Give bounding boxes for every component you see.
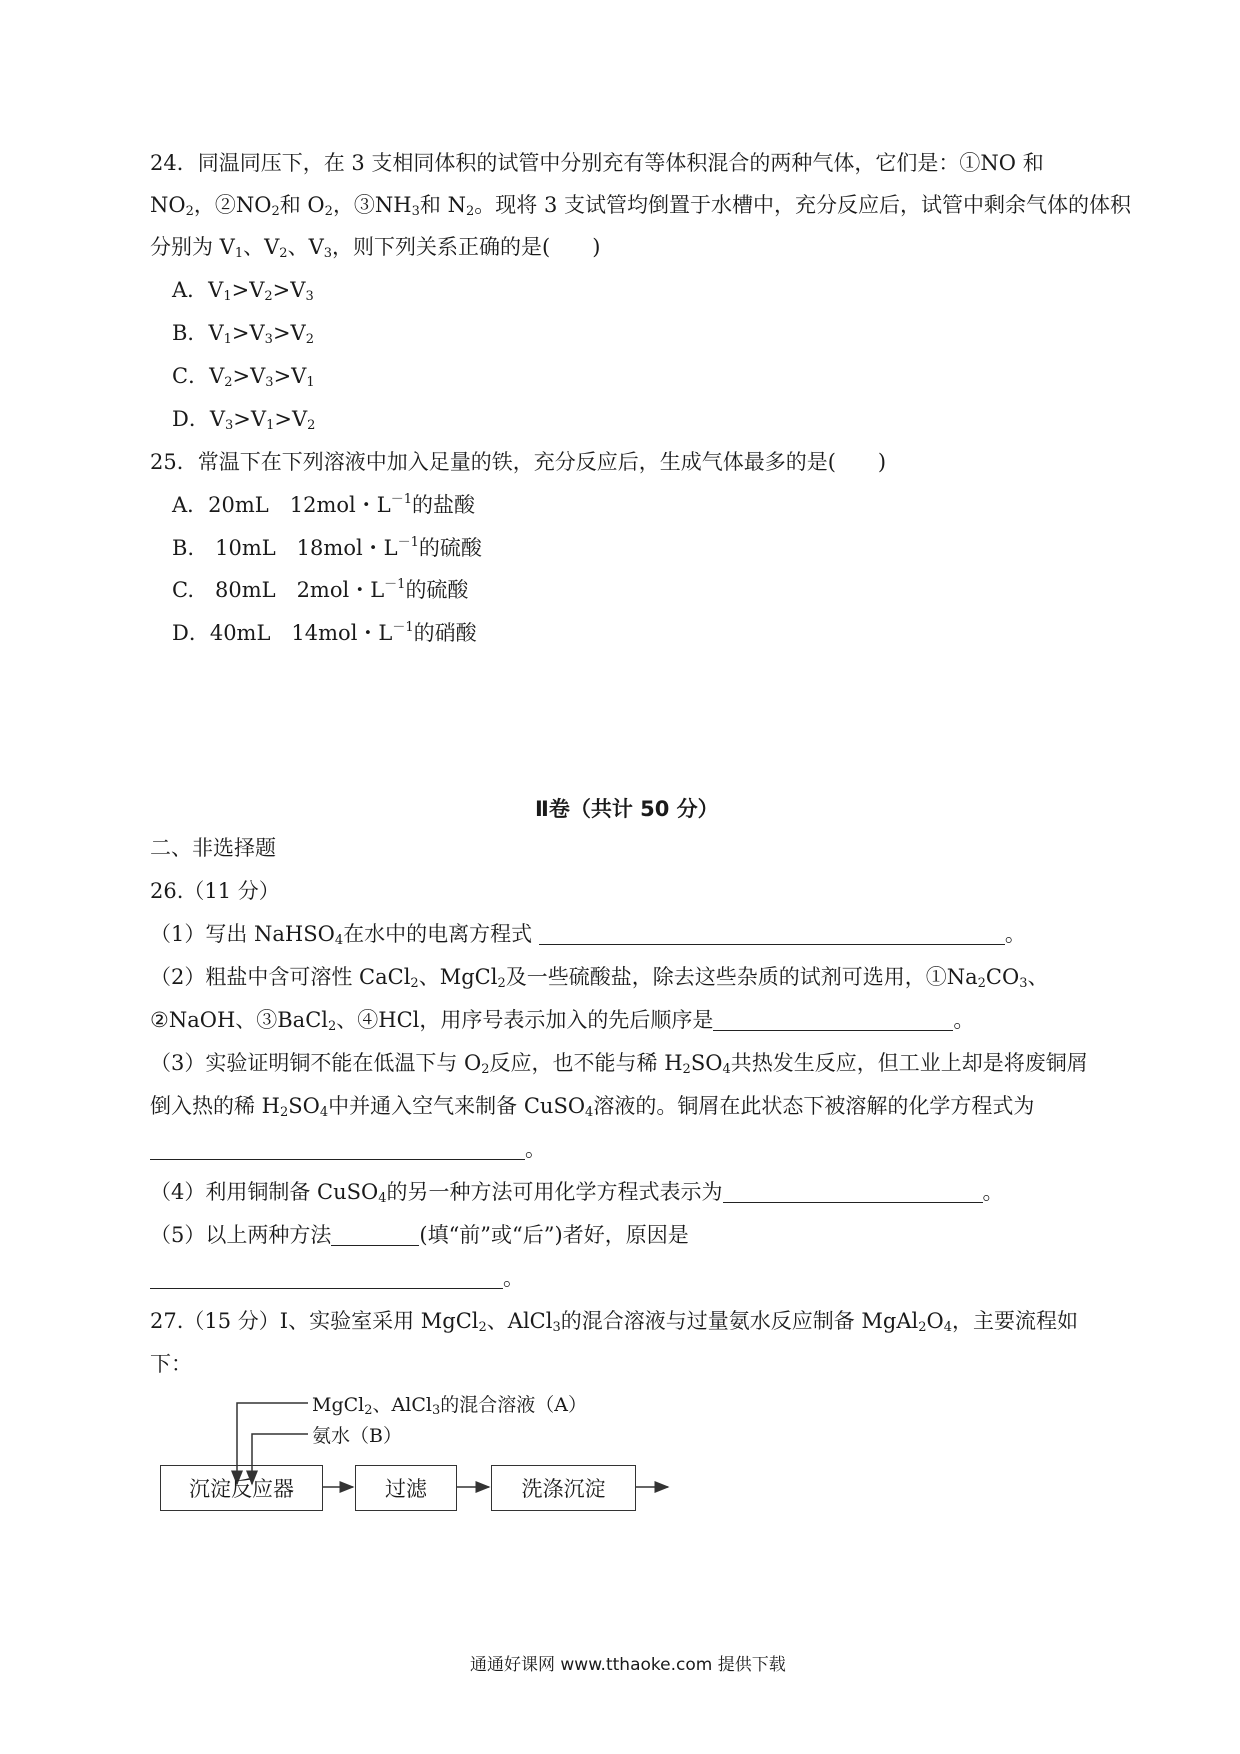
q26-part2-line1: （2）粗盐中含可溶性 CaCl$_2$、MgCl$_2$及一些硫酸盐，除去这些杂质的试剂可选用，$①Na_2CO_3$、 [150,965,1049,991]
q27-line1: 27.（15 分）Ⅰ、实验室采用 MgCl$_2$、AlCl$_3$的混合溶液与过量氨水反应制备 $MgAl_2O_4$，主要流程如 [150,1309,1079,1335]
footer-text: 通通好课网 www.tthaoke.com 提供下载 [470,1655,786,1675]
q26-part3-line1: （3）实验证明铜不能在低温下与 $O_2$反应，也不能与稀 $H_2SO_4$共热发生反应，但工业上却是将废铜屑 [150,1051,1088,1077]
q24-option-d: D．$V_3>V_1>V_2$ [172,407,316,433]
q25-option-a: A．20mL 12mol・$L^{-1}$的盐酸 [172,492,475,517]
flow-label-a: MgCl$_2$、AlCl$_3$的混合溶液（A） [312,1394,587,1418]
q25-option-c: C. 80mL 2mol・$L^{-1}$的硫酸 [172,577,469,602]
q26-part5-line2: 。 [150,1263,524,1293]
q24-line1: 24．同温同压下，在 3 支相同体积的试管中分别充有等体积混合的两种气体，它们是：①NO 和 [150,151,1044,175]
q24-option-c: C．$V_2>V_3>V_1$ [172,364,315,390]
section-heading: 二、非选择题 [150,836,276,860]
flow-label-b: 氨水（B） [312,1425,402,1447]
q25-option-d: D．40mL 14mol・$L^{-1}$的硝酸 [172,620,477,645]
flow-box-filter: 过滤 [355,1465,457,1511]
q26-part2-line2: ②NaOH、③BaCl$_2$、④HCl，用序号表示加入的先后顺序是 。 [150,1008,975,1034]
q26-part3-line2: 倒入热的稀 $H_2SO_4$中并通入空气来制备 CuSO$_4$溶液的。铜屑在此状态下被溶解的化学方程式为 [150,1094,1035,1120]
q26-part1: （1）写出 NaHSO$_4$在水中的电离方程式 。 [150,922,1026,948]
q24-line2: $NO_2$，$②NO_2$和 $O_2$，$③NH_3$和 $N_2$。现将 3 支试管均倒置于水槽中，充分反应后，试管中剩余气体的体积 [150,193,1131,219]
q26-part5-line1: （5）以上两种方法 (填“前”或“后”)者好，原因是 [150,1223,689,1247]
q24-option-b: B．$V_1>V_3>V_2$ [172,321,314,347]
flow-box-wash: 洗涤沉淀 [491,1465,636,1511]
q25-stem: 25．常温下在下列溶液中加入足量的铁，充分反应后，生成气体最多的是( ) [150,450,887,474]
q26-part3-line3: 。 [150,1134,546,1164]
q24-option-a: A．$V_1>V_2>V_3$ [172,278,314,304]
q27-line2: 下： [150,1352,192,1376]
q24-line3: 分别为 $V_1$、$V_2$、$V_3$，则下列关系正确的是( ) [150,235,601,261]
q26-head: 26.（11 分） [150,879,280,903]
q25-option-b: B. 10mL 18mol・$L^{-1}$的硫酸 [172,535,482,560]
flow-box-reactor: 沉淀反应器 [160,1465,323,1511]
section-title: Ⅱ卷（共计 50 分） [535,797,719,821]
q26-part4: （4）利用铜制备 CuSO$_4$的另一种方法可用化学方程式表示为 。 [150,1180,1004,1206]
